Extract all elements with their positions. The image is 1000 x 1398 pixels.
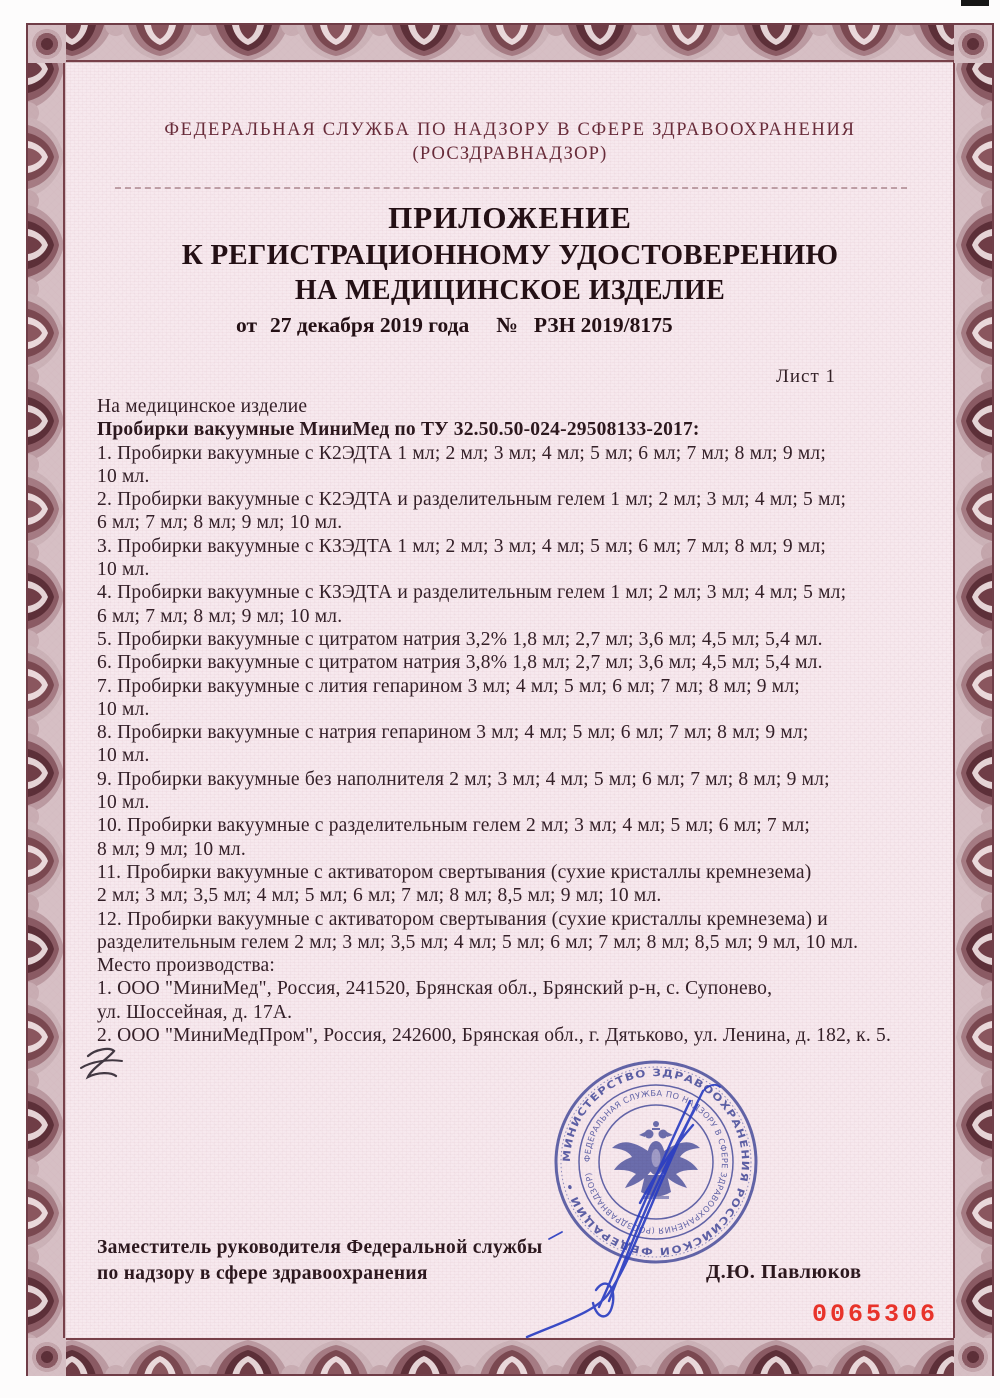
doc-line: разделительным гелем 2 мл; 3 мл; 3,5 мл; 4 мл; 5 мл; 6 мл; 7 мл; 8 мл; 8,5 мл; 9 мл, 10 мл. — [97, 931, 859, 953]
signer-title-line1: Заместитель руководителя Федеральной службы — [97, 1237, 543, 1258]
doc-line: 1. ООО "МиниМед", Россия, 241520, Брянская обл., Брянский р-н, с. Супонево, — [97, 978, 773, 1000]
device-list — [97, 442, 917, 1048]
doc-line: 2 мл; 3 мл; 3,5 мл; 4 мл; 5 мл; 6 мл; 7 мл; 8 мл; 8,5 мл; 9 мл; 10 мл. — [97, 885, 662, 907]
signature-ink — [505, 1063, 735, 1355]
doc-title-line1: ПРИЛОЖЕНИЕ — [388, 200, 632, 235]
doc-line: ул. Шоссейная, д. 17А. — [97, 1001, 293, 1023]
border-corner-rosette — [28, 25, 66, 63]
agency-short-name: (РОСЗДРАВНАДЗОР) — [412, 144, 608, 164]
doc-line: 2. ООО "МиниМедПром", Россия, 242600, Брянская обл., г. Дятьково, ул. Ленина, д. 182, к. 5. — [97, 1025, 892, 1047]
doc-line: Место производства: — [97, 955, 276, 977]
doc-title-line3: НА МЕДИЦИНСКОЕ ИЗДЕЛИЕ — [294, 275, 726, 306]
product-title: Пробирки вакуумные МиниМед по ТУ 32.50.50-024-29508133-2017: — [97, 419, 700, 441]
number-sign: № — [496, 313, 518, 337]
date-and-number-line — [236, 313, 673, 338]
doc-line: 10. Пробирки вакуумные с разделительным гелем 2 мл; 3 мл; 4 мл; 5 мл; 6 мл; 7 мл; — [97, 815, 811, 837]
doc-line: 7. Пробирки вакуумные с лития гепарином 3 мл; 4 мл; 5 мл; 6 мл; 7 мл; 8 мл; 9 мл; — [97, 675, 800, 697]
serial-number: 0065306 — [812, 1300, 939, 1329]
doc-title-line2: К РЕГИСТРАЦИОННОМУ УДОСТОВЕРЕНИЮ — [181, 239, 839, 271]
doc-line: 10 мл. — [97, 792, 150, 814]
signer-title-line2: по надзору в сфере здравоохранения — [97, 1263, 428, 1284]
doc-line: 9. Пробирки вакуумные без наполнителя 2 мл; 3 мл; 4 мл; 5 мл; 6 мл; 7 мл; 8 мл; 9 мл; — [97, 768, 830, 790]
doc-line: 6. Пробирки вакуумные с цитратом натрия 3,8% 1,8 мл; 2,7 мл; 3,6 мл; 4,5 мл; 5,4 мл. — [97, 652, 823, 674]
scan-edge-artifact — [961, 0, 989, 6]
doc-line: 5. Пробирки вакуумные с цитратом натрия 3,2% 1,8 мл; 2,7 мл; 3,6 мл; 4,5 мл; 5,4 мл. — [97, 628, 823, 650]
doc-line: 1. Пробирки вакуумные с К2ЭДТА 1 мл; 2 мл; 3 мл; 4 мл; 5 мл; 6 мл; 7 мл; 8 мл; 9 мл; — [97, 442, 826, 464]
header-divider — [115, 187, 907, 189]
doc-line: 11. Пробирки вакуумные с активатором свертывания (сухие кристаллы кремнезема) — [97, 861, 812, 883]
issue-date: 27 декабря 2019 года — [270, 313, 470, 337]
doc-line: 12. Пробирки вакуумные с активатором свертывания (сухие кристаллы кремнезема) и — [97, 908, 828, 930]
doc-line: 10 мл. — [97, 559, 150, 581]
stamp-inner-text: ФЕДЕРАЛЬНАЯ СЛУЖБА ПО НАДЗОРУ В СФЕРЕ ЗДРАВООХРАНЕНИЯ (РОСЗДРАВНАДЗОР) — [581, 1087, 731, 1237]
doc-line: 8. Пробирки вакуумные с натрия гепарином 3 мл; 4 мл; 5 мл; 6 мл; 7 мл; 8 мл; 9 мл; — [97, 722, 809, 744]
document-body — [97, 395, 917, 1047]
handwritten-mark — [78, 1040, 130, 1094]
doc-line: 4. Пробирки вакуумные с КЗЭДТА и разделительным гелем 1 мл; 2 мл; 3 мл; 4 мл; 5 мл; — [97, 582, 847, 604]
doc-line: 10 мл. — [97, 465, 150, 487]
sheet-label: Лист 1 — [776, 366, 837, 387]
body-intro: На медицинское изделие — [97, 396, 308, 417]
doc-line: 10 мл. — [97, 698, 150, 720]
stamp-outer-text: МИНИСТЕРСТВО ЗДРАВООХРАНЕНИЯ РОССИЙСКОЙ ФЕДЕРАЦИИ • — [561, 1067, 751, 1257]
doc-line: 3. Пробирки вакуумные с КЗЭДТА 1 мл; 2 мл; 3 мл; 4 мл; 5 мл; 6 мл; 7 мл; 8 мл; 9 мл; — [97, 535, 826, 557]
doc-line: 2. Пробирки вакуумные с К2ЭДТА и разделительным гелем 1 мл; 2 мл; 3 мл; 4 мл; 5 мл; — [97, 489, 847, 511]
doc-line: 6 мл; 7 мл; 8 мл; 9 мл; 10 мл. — [97, 512, 343, 534]
signer-name: Д.Ю. Павлюков — [706, 1261, 862, 1283]
registration-number: РЗН 2019/8175 — [533, 313, 673, 337]
border-corner-rosette — [954, 1338, 992, 1376]
date-prefix: от — [236, 313, 258, 337]
border-corner-rosette — [954, 25, 992, 63]
doc-line: 6 мл; 7 мл; 8 мл; 9 мл; 10 мл. — [97, 605, 343, 627]
doc-line: 10 мл. — [97, 745, 150, 767]
border-corner-rosette — [28, 1338, 66, 1376]
agency-name: ФЕДЕРАЛЬНАЯ СЛУЖБА ПО НАДЗОРУ В СФЕРЕ ЗДРАВООХРАНЕНИЯ — [164, 120, 856, 140]
doc-line: 8 мл; 9 мл; 10 мл. — [97, 838, 246, 860]
